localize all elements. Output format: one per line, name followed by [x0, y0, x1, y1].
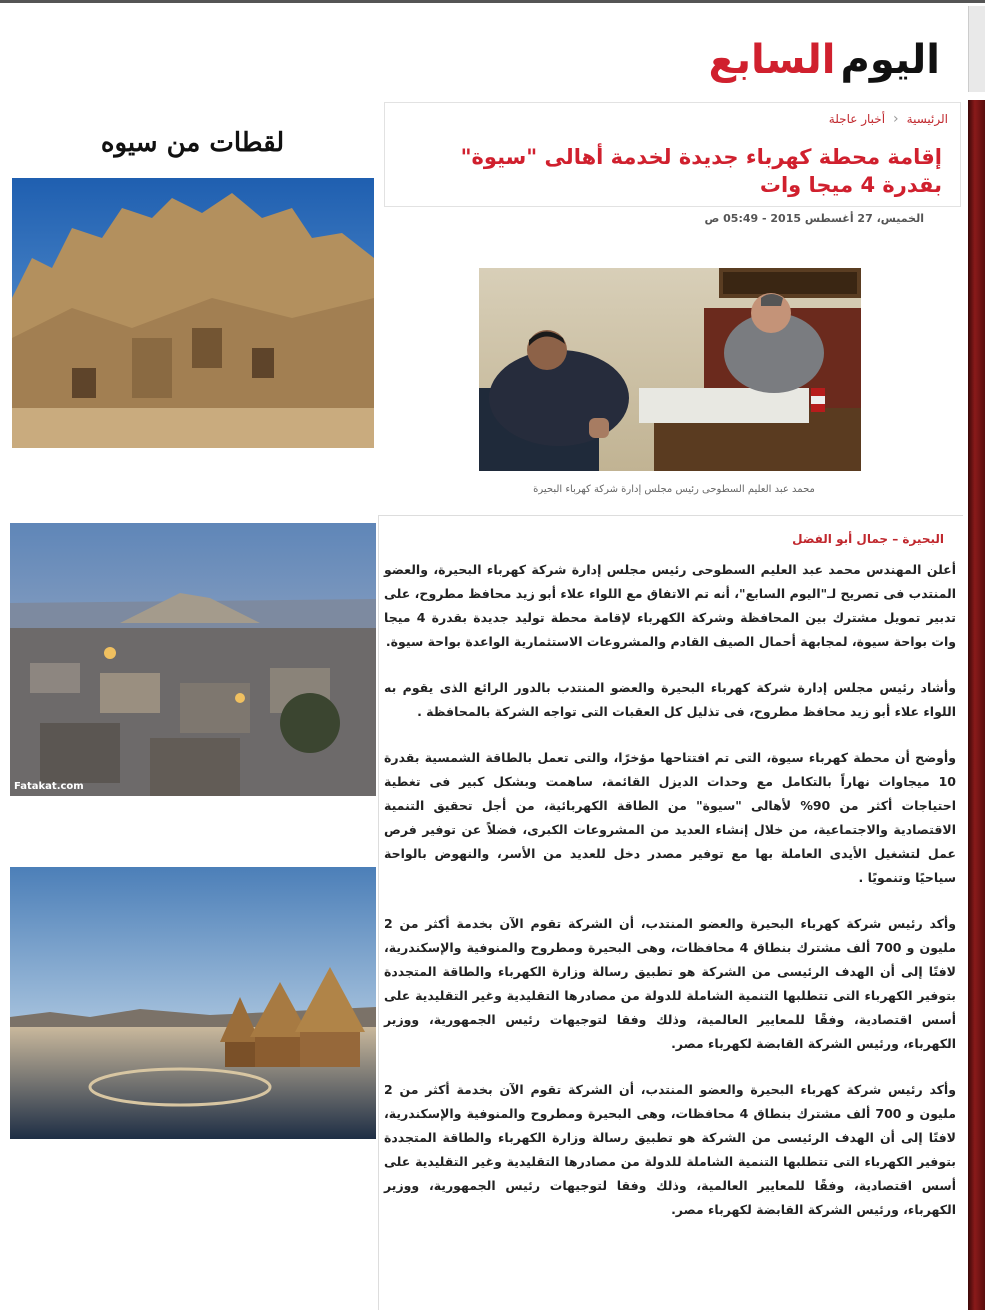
- paragraph: وأوضح أن محطة كهرباء سيوة، التى تم افتتاحها مؤخرًا، والتى تعمل بالطاقة الشمسية بقدرة 10 ميجاوات نهاراً بالتكامل مع وحدات الديزل القائمة، ساهمت وبشكل كبير فى تغطية احتياجات أكثر من 90% لأهالى "سيوة" من الطاقة الكهربائية، من أجل تحقيق التنمية الاقتصادية والاجتماعية، من خلال إنشاء العديد من المشروعات الكبرى، فضلاً عن توفير فرص عمل لتشغيل الأيدى العاملة بها مع توفير مصدر دخل للعديد من الأسر، والنهوض بالواحة سياحيًا وتنمويًا .: [384, 750, 956, 885]
- article-figure: [384, 250, 944, 510]
- breadcrumb: [829, 111, 948, 127]
- divider: [378, 515, 379, 1310]
- top-rule: [0, 0, 985, 3]
- logo-word-2: السابع: [708, 37, 836, 83]
- article-photo: [479, 268, 861, 471]
- article-body: [384, 558, 956, 1244]
- divider: [378, 515, 963, 516]
- article-byline: البحيرة – جمال أبو الفضل: [792, 532, 944, 546]
- logo-word-1: اليوم: [840, 37, 940, 83]
- chevron-left-icon: ‹: [893, 111, 899, 127]
- breadcrumb-home[interactable]: الرئيسية: [906, 112, 948, 126]
- article-date: الخميس، 27 أغسطس 2015 - 05:49 ص: [704, 212, 924, 225]
- image-watermark: Fatakat.com: [14, 781, 84, 792]
- side-decoration-bar: [968, 100, 985, 1310]
- sidebar-title: لقطات من سيوه: [100, 128, 285, 158]
- image-caption: محمد عبد العليم السطوحى رئيس مجلس إدارة شركة كهرباء البحيرة: [533, 484, 815, 495]
- paragraph: أعلن المهندس محمد عبد العليم السطوحى رئيس مجلس إدارة شركة كهرباء البحيرة، والعضو المنتدب فى تصريح لـ"اليوم السابع"، أنه تم الاتفاق مع اللواء علاء أبو زيد محافظ مطروح، على تدبير تمويل مشترك بين المحافظة وشركة الكهرباء لإقامة محطة توليد جديدة بقدرة 4 ميجا وات بواحة سيوة، لمجابهة أحمال الصيف القادم والمشروعات الاستثمارية الواعدة بواحة سيوة.: [384, 562, 956, 649]
- paragraph: وأكد رئيس شركة كهرباء البحيرة والعضو المنتدب، أن الشركة تقوم الآن بخدمة أكثر من 2 مليون و 700 ألف مشترك بنطاق 4 محافظات، وهى البحيرة ومطروح والمنوفية والإسكندرية، لافتًا إلى أن الهدف الرئيسى من الشركة هو تطبيق رسالة وزارة الكهرباء والطاقة المتجددة بتوفير الكهرباء التى تتطلبها التنمية الشاملة للدولة من مصادرها التقليدية وغير التقليدية على أسس اقتصادية، وفقًا للمعايير العالمية، وذلك وفقا لتوجيهات رئيس الجمهورية، ووزير الكهرباء، ورئيس الشركة القابضة لكهرباء مصر.: [384, 916, 956, 1051]
- breadcrumb-section[interactable]: أخبار عاجلة: [828, 112, 886, 126]
- paragraph: وأشاد رئيس مجلس إدارة شركة كهرباء البحيرة والعضو المنتدب بالدور الرائع الذى يقوم به اللواء علاء أبو زيد محافظ مطروح، فى تذليل كل العقبات التى تواجه الشركة بالمحافظة .: [384, 680, 956, 719]
- article-headline: إقامة محطة كهرباء جديدة لخدمة أهالى "سيوة" بقدرة 4 ميجا وات: [460, 145, 942, 197]
- scrollbar-top[interactable]: [968, 6, 985, 92]
- paragraph: وأكد رئيس شركة كهرباء البحيرة والعضو المنتدب، أن الشركة تقوم الآن بخدمة أكثر من 2 مليون و 700 ألف مشترك بنطاق 4 محافظات، وهى البحيرة ومطروح والمنوفية والإسكندرية، لافتًا إلى أن الهدف الرئيسى من الشركة هو تطبيق رسالة وزارة الكهرباء والطاقة المتجددة بتوفير الكهرباء التى تتطلبها التنمية الشاملة للدولة من مصادرها التقليدية وغير التقليدية على أسس اقتصادية، وفقًا للمعايير العالمية، وذلك وفقا لتوجيهات رئيس الجمهورية، ووزير الكهرباء، ورئيس الشركة القابضة لكهرباء مصر.: [384, 1082, 956, 1217]
- siwa-town-dusk-photo: [10, 523, 376, 796]
- article-header: [384, 102, 961, 207]
- office-meeting-photo: [479, 268, 861, 471]
- siwa-fortress-photo: [12, 178, 374, 448]
- site-logo[interactable]: [700, 30, 940, 90]
- siwa-lake-huts-photo: [10, 867, 376, 1139]
